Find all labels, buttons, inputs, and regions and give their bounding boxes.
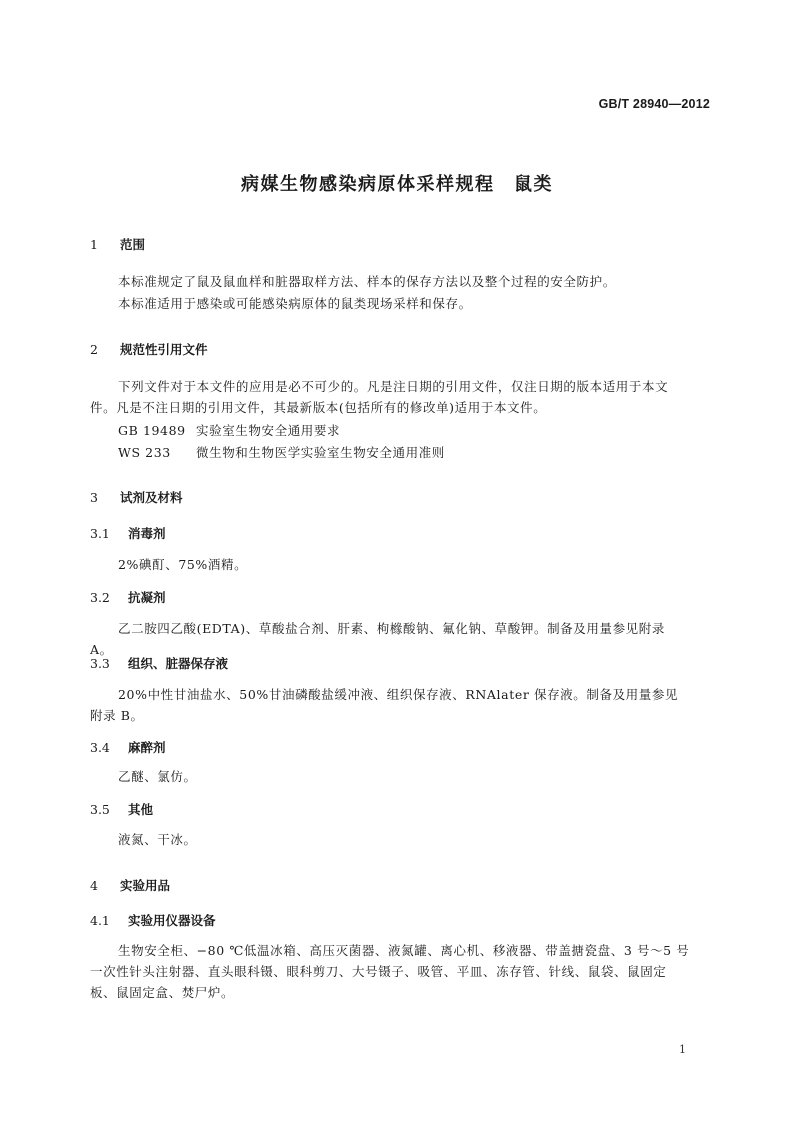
section-4-heading — [90, 876, 170, 894]
section-title: 实验用品 — [120, 878, 171, 893]
section-number: 2 — [90, 342, 98, 357]
section-3-heading — [90, 488, 183, 506]
section-number: 4 — [90, 878, 98, 893]
subsection-number: 3.4 — [90, 740, 110, 755]
subsection-title: 抗凝剂 — [128, 590, 166, 605]
subsection-3-1-heading — [90, 524, 166, 542]
subsection-4-1-heading — [90, 911, 216, 929]
subsection-number: 3.3 — [90, 656, 110, 671]
subsection-3-5-heading — [90, 800, 153, 818]
subsection-title: 其他 — [128, 802, 154, 817]
reference-title: 实验室生物安全通用要求 — [196, 423, 341, 438]
paragraph: 生物安全柜、−80 ℃低温冰箱、高压灭菌器、液氮罐、离心机、移液器、带盖搪瓷盘、3 号～5 号一次性针头注射器、直头眼科镊、眼科剪刀、大号镊子、吸管、平皿、冻存管、针线、鼠袋、鼠固定板、鼠固定盒、焚尸炉。 — [90, 943, 690, 1000]
subsection-number: 3.1 — [90, 526, 110, 541]
section-2-heading — [90, 340, 208, 358]
subsection-3-3-heading — [90, 654, 228, 672]
reference-item — [118, 421, 340, 439]
paragraph: 20%中性甘油盐水、50%甘油磷酸盐缓冲液、组织保存液、RNAlater 保存液。制备及用量参见附录 B。 — [90, 687, 679, 723]
subsection-number: 4.1 — [90, 913, 110, 928]
document-title: 病媒生物感染病原体采样规程 鼠类 — [241, 174, 553, 195]
subsection-3-4-heading — [90, 738, 166, 756]
page-number: 1 — [679, 1043, 686, 1056]
subsection-number: 3.2 — [90, 590, 110, 605]
subsection-title: 消毒剂 — [128, 526, 166, 541]
reference-code: WS 233 — [118, 445, 171, 460]
section-title: 范围 — [120, 237, 146, 252]
paragraph: 本标准规定了鼠及鼠血样和脏器取样方法、样本的保存方法以及整个过程的安全防护。 — [118, 274, 616, 289]
paragraph: 本标准适用于感染或可能感染病原体的鼠类现场采样和保存。 — [118, 296, 472, 311]
paragraph: 2%碘酊、75%酒精。 — [118, 557, 248, 572]
section-1-heading — [90, 235, 145, 253]
paragraph: 乙二胺四乙酸(EDTA)、草酸盐合剂、肝素、枸橼酸钠、氟化钠、草酸钾。制备及用量参见附录 A。 — [90, 621, 665, 657]
section-title: 规范性引用文件 — [120, 342, 208, 357]
section-number: 1 — [90, 237, 98, 252]
section-title: 试剂及材料 — [120, 490, 183, 505]
paragraph: 乙醚、氯仿。 — [118, 769, 197, 784]
standard-code: GB/T 28940—2012 — [598, 97, 710, 111]
paragraph: 液氮、干冰。 — [118, 832, 197, 847]
reference-title: 微生物和生物医学实验室生物安全通用准则 — [196, 445, 445, 460]
subsection-number: 3.5 — [90, 802, 110, 817]
reference-item — [118, 443, 445, 461]
paragraph: 下列文件对于本文件的应用是必不可少的。凡是注日期的引用文件，仅注日期的版本适用于本文件。凡是不注日期的引用文件，其最新版本(包括所有的修改单)适用于本文件。 — [90, 379, 669, 415]
subsection-3-2-heading — [90, 588, 166, 606]
subsection-title: 实验用仪器设备 — [128, 913, 216, 928]
reference-code: GB 19489 — [118, 423, 186, 438]
subsection-title: 麻醉剂 — [128, 740, 166, 755]
section-number: 3 — [90, 490, 98, 505]
subsection-title: 组织、脏器保存液 — [128, 656, 229, 671]
